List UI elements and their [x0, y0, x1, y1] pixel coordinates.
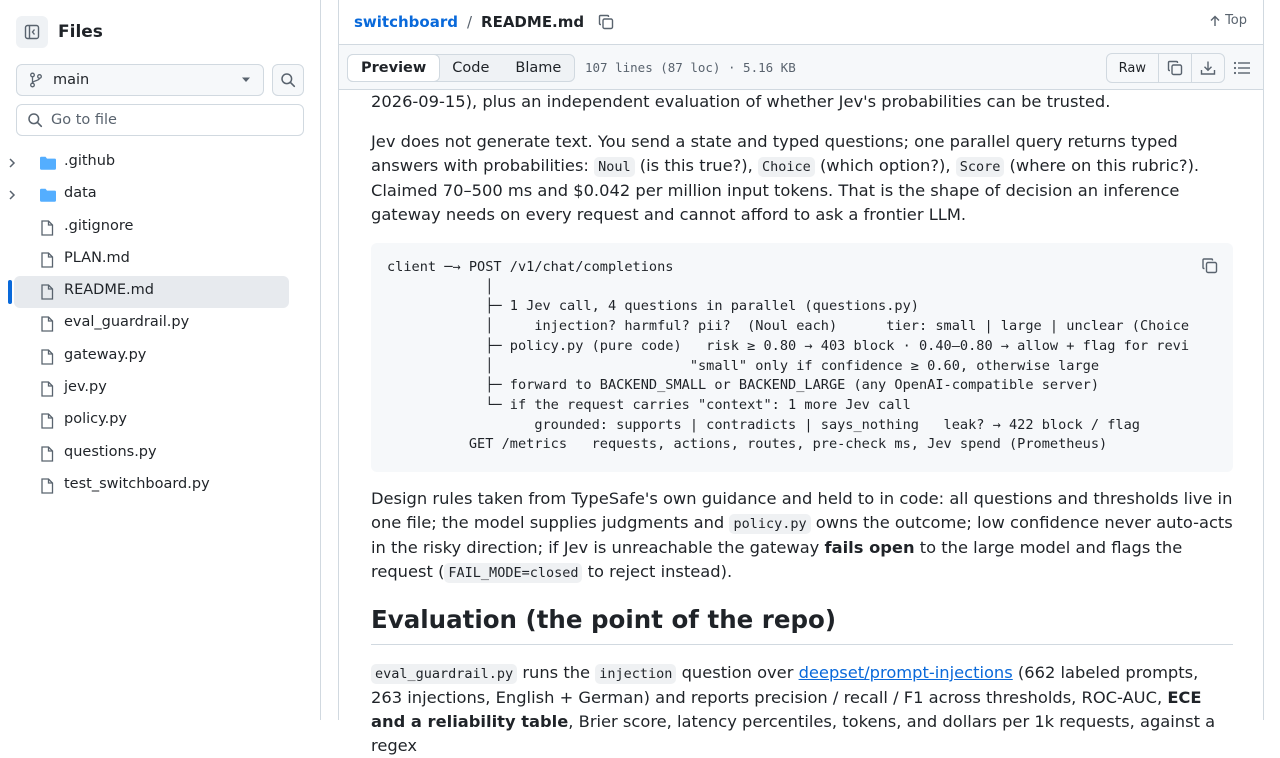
tree-item-label: .gitignore: [64, 217, 134, 234]
inline-code: injection: [595, 664, 676, 684]
tree-item-label: policy.py: [64, 411, 128, 428]
copy-raw-button[interactable]: [1158, 54, 1191, 82]
file-icon: [40, 446, 54, 462]
search-icon: [280, 72, 296, 88]
copy-code-icon[interactable]: [1199, 255, 1221, 277]
tree-item-gitignore[interactable]: [0, 212, 320, 244]
branch-selector[interactable]: [16, 64, 264, 96]
paragraph: 2026-09-15), plus an independent evaluation of whether Jev's probabilities can be trusted.: [371, 92, 1111, 111]
tree-item-label: questions.py: [64, 443, 157, 460]
raw-button[interactable]: Raw: [1118, 60, 1146, 76]
file-icon: [40, 220, 54, 236]
tree-item-policy-py[interactable]: [0, 405, 320, 437]
file-meta: 107 lines (87 loc) · 5.16 KB: [585, 60, 796, 75]
breadcrumb-repo-link[interactable]: switchboard: [354, 13, 458, 31]
folder-icon: [39, 187, 57, 203]
outline-list-icon[interactable]: [1233, 60, 1251, 76]
sidebar-header: [16, 16, 103, 48]
breadcrumb-file-name: README.md: [481, 13, 585, 31]
top-label: Top: [1225, 13, 1247, 28]
file-icon: [40, 381, 54, 397]
inline-code: FAIL_MODE=closed: [444, 563, 582, 583]
file-actions: [1106, 53, 1225, 83]
copy-icon: [598, 14, 614, 30]
tree-item-label: test_switchboard.py: [64, 475, 210, 492]
code-block-text: client ─→ POST /v1/chat/completions │ ├─ 1 Jev call, 4 questions in parallel (questions.py) │ injection? harmful? pii? (Noul each) tier: small | large | unclear (Choice ├─ policy.py (pure code) risk ≥ 0.80 → 403 block · 0.40–0.80 → allow + flag for revi │ "small" only if confidence ≥ 0.60, otherwise large ├─ forward to BACKEND_SMALL or BACKEND_LARGE (any OpenAI-compatible server) └─ if the request carries "context": 1 more Jev call grounded: supports | contradicts | says_nothing leak? → 422 block / flag GET /metrics requests, actions, routes, pre-check ms, Jev spend (Prometheus): [387, 259, 1190, 453]
file-tree-sidebar: [0, 0, 321, 720]
file-tree: [0, 147, 320, 502]
copy-icon: [1167, 60, 1183, 76]
sidebar-collapse-icon: [24, 24, 40, 40]
tree-item-data[interactable]: [0, 179, 320, 211]
tree-item-gateway-py[interactable]: [0, 341, 320, 373]
tree-item-label: data: [64, 185, 97, 202]
file-icon: [40, 349, 54, 365]
tree-item-questions-py[interactable]: [0, 438, 320, 470]
chevron-down-icon: [241, 77, 251, 83]
paragraph: eval_guardrail.py runs the injection question over deepset/prompt-injections (662 labeled prompts, 263 injections, English + German) and reports precision / recall / F1 across thresholds, ROC-AUC, ECE and a reliability table, Brier score, latency percentiles, tokens, and dollars per 1k requests, against a regex: [371, 663, 1216, 755]
search-files-button[interactable]: [272, 64, 304, 96]
folder-icon: [39, 155, 57, 171]
chevron-right-icon[interactable]: [5, 156, 19, 170]
file-viewer: [338, 0, 1264, 755]
copy-path-button[interactable]: [598, 13, 616, 31]
tree-item-jev-py[interactable]: [0, 373, 320, 405]
tree-item-label: README.md: [64, 282, 154, 299]
tree-item-eval-guardrail-py[interactable]: [0, 308, 320, 340]
file-icon: [40, 316, 54, 332]
tree-item-label: PLAN.md: [64, 249, 130, 266]
tree-item-test-switchboard-py[interactable]: [0, 470, 320, 502]
tree-item-label: .github: [64, 153, 116, 169]
paragraph: Design rules taken from TypeSafe's own guidance and held to in code: all questions and thresholds live in one file; the model supplies judgments and policy.py owns the outcome; low confidence never auto-acts in the risky direction; if Jev is unreachable the gateway fails open to the large model and flags the request ( FAIL_MODE=closed to reject instead).: [371, 489, 1233, 581]
download-button[interactable]: [1191, 54, 1224, 82]
tree-item-plan-md[interactable]: [0, 244, 320, 276]
go-to-file-input[interactable]: [51, 112, 291, 128]
inline-code: Noul: [594, 157, 635, 177]
inline-code: policy.py: [729, 514, 810, 534]
file-icon: [40, 413, 54, 429]
back-to-top-link[interactable]: [1209, 13, 1247, 28]
arrow-up-icon: [1209, 15, 1221, 27]
download-icon: [1200, 60, 1216, 76]
branch-name: main: [53, 72, 90, 88]
tree-item-github[interactable]: [0, 147, 320, 179]
section-heading: Evaluation (the point of the repo): [371, 605, 1233, 645]
file-icon: [40, 478, 54, 494]
bold-text: fails open: [824, 538, 915, 557]
file-icon: [40, 252, 54, 268]
breadcrumb: [339, 0, 1263, 44]
inline-code: eval_guardrail.py: [371, 664, 517, 684]
branch-row: [16, 64, 304, 96]
inline-code: Score: [956, 157, 1005, 177]
tab-code[interactable]: Code: [452, 60, 490, 76]
inline-code: Choice: [758, 157, 815, 177]
bold-text: ECE and a reliability table: [371, 688, 1202, 731]
readme-content: [371, 90, 1233, 755]
git-branch-icon: [29, 72, 43, 88]
dataset-link[interactable]: deepset/prompt-injections: [798, 663, 1013, 682]
code-block: [371, 243, 1233, 472]
view-mode-tabs: [347, 54, 575, 82]
collapse-sidebar-button[interactable]: [16, 16, 48, 48]
breadcrumb-separator: /: [466, 13, 473, 31]
search-icon: [27, 112, 43, 128]
tree-item-label: gateway.py: [64, 346, 147, 363]
file-toolbar: [339, 44, 1263, 90]
paragraph: Jev does not generate text. You send a state and typed questions; one parallel query returns typed answers with probabilities: Noul (is this true?), Choice (which option?), Score (where on this rubric?). Claimed 70–500 ms and $0.042 per million input tokens. That is the shape of decision an inference gateway needs on every request and cannot afford to ask a frontier LLM.: [371, 132, 1200, 224]
tree-item-label: eval_guardrail.py: [64, 314, 190, 331]
tab-blame[interactable]: Blame: [515, 60, 562, 76]
tree-item-label: jev.py: [64, 379, 107, 396]
tab-preview[interactable]: Preview: [347, 54, 440, 82]
chevron-right-icon[interactable]: [5, 188, 19, 202]
tree-item-readme-md[interactable]: [0, 276, 320, 308]
sidebar-title: Files: [58, 22, 103, 42]
file-icon: [40, 284, 54, 300]
go-to-file-field[interactable]: [16, 104, 304, 136]
